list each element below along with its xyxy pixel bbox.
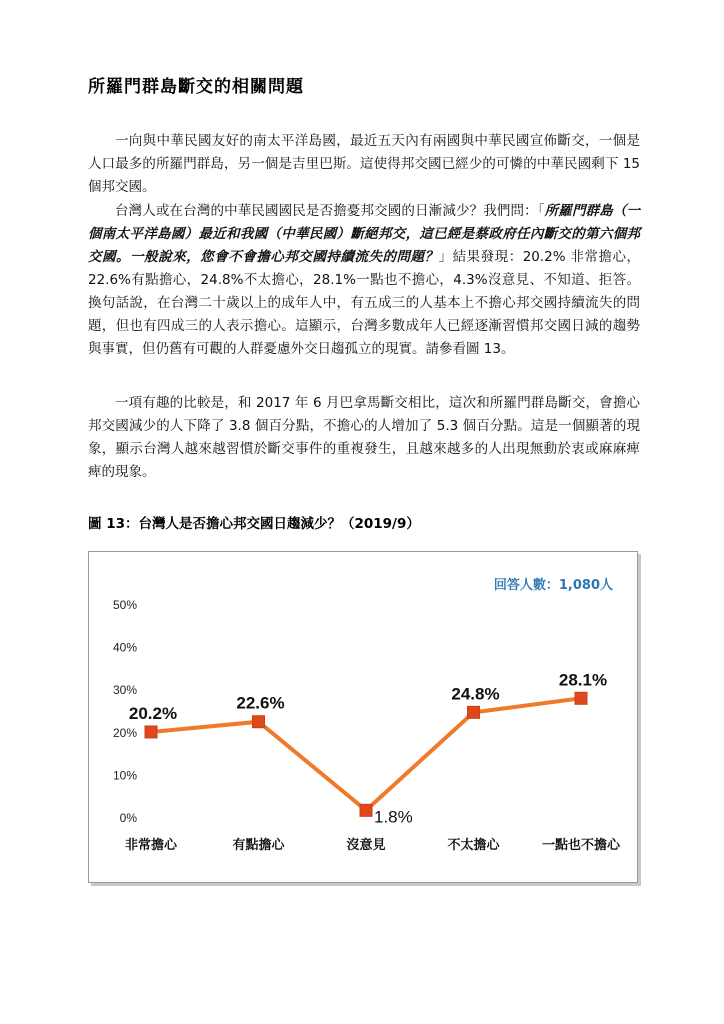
y-tick-label: 50% [112,598,137,612]
data-label: 24.8% [451,684,500,704]
survey-question: 所羅門群島（一個南太平洋島國）最近和我國（中華民國）斷絕邦交，這已經是蔡政府任內斷交的第六個邦交國。一般說來，您會不會擔心邦交國持續流失的問題？ [88,202,641,265]
y-tick-label: 20% [112,725,137,740]
line-chart [89,552,637,882]
data-point-marker [253,716,265,728]
paragraph-intro: 一向與中華民國友好的南太平洋島國，最近五天內有兩國與中華民國宣佈斷交，一個是人口最多的所羅門群島，另一個是吉里巴斯。這使得邦交國已經少的可憐的中華民國剩下 15 個邦交國。 [88,132,640,195]
y-tick-label: 10% [112,768,137,783]
x-category-label: 非常擔心 [124,838,178,853]
x-category-label: 沒意見 [346,838,386,853]
chart-container [88,551,638,883]
data-label: 28.1% [558,670,608,690]
paragraph-text: 台灣人或在台灣的中華民國國民是否擔憂邦交國的日漸減少？我們問：「 [115,202,545,219]
data-point-marker [360,804,372,816]
data-point-marker [145,726,157,738]
x-category-label: 有點擔心 [232,838,285,853]
y-tick-label: 40% [112,640,137,655]
paragraph-survey-results [88,200,640,361]
section-title: 所羅門群島斷交的相關問題 [88,77,304,97]
respondent-count-annotation: 回答人數：1,080人 [493,578,613,593]
data-label: 22.6% [236,693,285,713]
data-point-marker [575,692,587,704]
x-category-label: 不太擔心 [447,838,500,853]
series-line [151,698,581,810]
paragraph-comparison: 一項有趣的比較是，和 2017 年 6 月巴拿馬斷交相比，這次和所羅門群島斷交，會擔心邦交國減少的人下降了 3.8 個百分點，不擔心的人增加了 5.3 個百分點。這是一個顯著的現象，顯示台灣人越來越習慣於斷交事件的重複發生，且越來越多的人出現無動於衷或麻麻痺痺的現象。 [88,394,640,480]
paragraph-text: 」結果發現：20.2% 非常擔心，22.6%有點擔心，24.8%不太擔心，28.1%一點也不擔心，4.3%沒意見、不知道、拒答。換句話說，在台灣二十歲以上的成年人中，有五成三的人基本上不擔心邦交國持續流失的問題，但也有四成三的人表示擔心。這顯示，台灣多數成年人已經逐漸習慣邦交國日減的趨勢與事實，但仍舊有可觀的人群憂慮外交日趨孤立的現實。請參看圖 13。 [88,248,641,357]
data-point-marker [468,706,480,718]
data-label: 20.2% [128,703,178,723]
y-tick-label: 30% [112,683,137,698]
y-tick-label: 0% [119,811,137,825]
data-label: 1.8% [374,807,413,827]
figure-caption: 圖 13：台灣人是否擔心邦交國日趨減少？（2019/9） [88,516,420,532]
x-category-label: 一點也不擔心 [541,838,621,853]
